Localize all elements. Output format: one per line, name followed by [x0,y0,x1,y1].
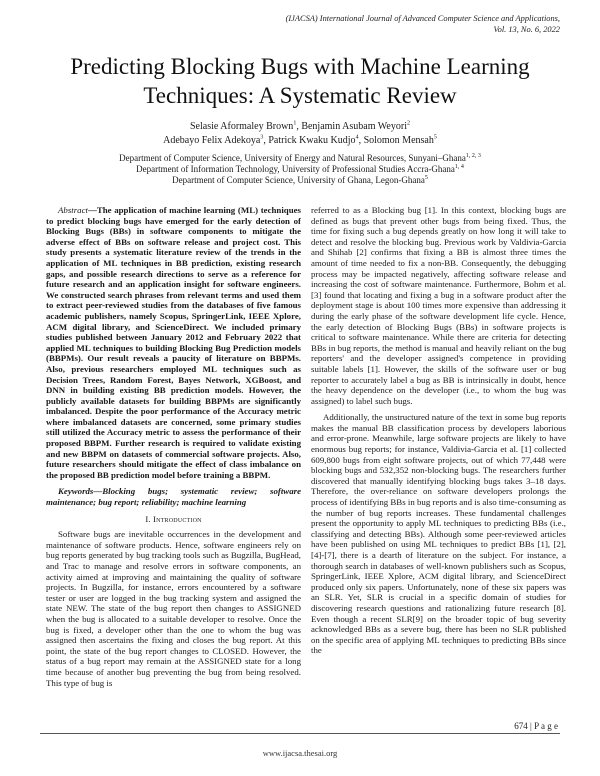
section-number: I. [145,513,151,524]
journal-header [200,14,560,35]
intro-paragraph: Software bugs are inevitable occurrences in the development and maintenance of software products. Hence, software engineers rely on bug reports generated by bug tracking tools such as Bugzilla, BugHead, and Trac to manage and resolve errors in software components, an activity aimed at improving and maintaining the quality of software projects. In Bugzilla, for instance, errors encountered by a software tester or user are logged in the bug tracking system and assigned the state NEW. The state of the bug report then changes to ASSIGNED when the bug is allocated to a suitable developer to resolve. Once the bug is fixed, a developer other than the one to whom the bug was assigned then ascertains the fixing and closes the bug report. At this point, the state of the bug report changes to CLOSED. However, the status of a bug report may remain at the ASSIGNED state for a long time because of another bug preventing the bug from being resolved. This type of bug is [46,529,301,688]
authors [40,120,560,147]
abstract-text: —The application of machine learning (ML) techniques to predict blocking bugs have emerged for the early detection of Blocking Bugs (BBs) in software components to mitigate the adverse effect of BBs on software release and project cost. This study presents a systematic literature review of the trends in the application of ML techniques in BB prediction, existing research gaps, and possible research directions to serve as a reference for future research and an application insight for software engineers. We constructed search phrases from relevant terms and used them to extract peer-reviewed studies from the databases of five famous academic publishers, namely Scopus, SpringerLink, IEEE Xplore, ACM digital library, and ScienceDirect. We included primary studies published between January 2012 and February 2022 that applied ML techniques to building Blocking Bug Prediction models (BBPMs). Our result reveals a paucity of literature on BBPMs. Also, previous researchers employed ML techniques such as Decision Trees, Random Forest, Bayes Network, XGBoost, and DNN in building existing BB prediction models. However, the publicly available datasets for building BBPMs are significantly imbalanced. Despite the poor performance of the Accuracy metric where imbalanced datasets are concerned, some primary studies still utilized the Accuracy metric to assess the performance of their proposed BBPM. Further research is required to validate existing and new BBPM on datasets of commercial software projects. Also, future researchers should mitigate the effect of class imbalance on the proposed BB prediction model before training a BBPM. [46,205,301,480]
author-name: Adebayo Felix Adekoya [163,134,261,146]
author-sup: 5 [433,134,437,141]
section-title: Introduction [153,513,202,524]
journal-name: (IJACSA) International Journal of Advanced Computer Science and Applications, [285,14,560,23]
author-name: Selasie Aformaley Brown [190,121,294,132]
keywords-text: —Blocking bugs; systematic review; software maintenance; bug report; reliability; machine learning [46,486,301,508]
affiliation [40,164,560,175]
author-line-1: Selasie Aformaley Brown$^1$, Benjamin Asubam Weyori$^2$ [190,120,410,132]
author-sup: 1 [293,120,297,127]
body-paragraph: Additionally, the unstructured nature of the text in some bug reports makes the manual BB classification process by developers laborious and error-prone. Meanwhile, large software projects are likely to have enormous bug reports; for instance, Valdivia-Garcia et al. [1] collected 609,800 bugs from eight software projects, out of which 77,448 were blocking bugs and 532,352 non-blocking bugs. The researchers further discovered that manually identifying blocking bugs takes 3–18 days. Therefore, the over-reliance on software developers prolongs the process of identifying BBs in bug reports and is also time-consuming as the number of bug reports increases. These fundamental challenges present the opportunity to apply ML techniques to predicting BBs (i.e., classifying and detecting BBs). Although some peer-reviewed articles have been published on using ML techniques to predict BBs [1], [2], [4]-[7], there is a dearth of literature on the subject. For instance, a thorough search in databases of well-known publishers such as Scopus, SpringerLink, IEEE Xplore, ACM digital library, and ScienceDirect produced only six papers. Unfortunately, none of these six papers was an SLR. Yet, SLR is crucial in a specific domain of studies for discovering research questions and rationalizing future research [8]. Even though a recent SLR[9] on the broader topic of bug severity acknowledged BBs as a severe bug, there has been no SLR published on the specific area of applying ML techniques to predicting BBs since the [311,412,566,656]
affiliations [40,153,560,187]
author-name: Patrick Kwaku Kudjo [268,134,356,146]
body-paragraph: referred to as a Blocking bug [1]. In this context, blocking bugs are defined as bugs that prevent other bugs from being fixed. Thus, the time for fixing such a bug depends greatly on how long it will take to detect and resolve the blocking bug. Previous work by Valdivia-Garcia and Shihab [2] confirms that fixing a BB is almost three times the amount of time needed to fix a non-BB. Consequently, the debugging process may be impacted negatively, affecting software release and increasing the cost of software maintenance. Furthermore, Bohm et al. [3] found that locating and fixing a bug in a software product after the deployment stage is about 100 times more expensive than addressing it during the early phase of the software development life cycle. Hence, the early detection of Blocking Bugs (BBs) in software projects is critical to software maintenance. While there are criteria for detecting BBs in bug reports, the method is manual and heavily reliant on the bug reporters' and the developer assigned's competence in providing suitable labels [1]. However, the skills of the software user or bug reporter to accurately label a bug as BB is intrinsically in doubt, hence the heavy dependence on the developer (i.e., to whom the bug was assigned) to label such bugs. [311,205,566,406]
section-heading [46,514,301,525]
author-name: Benjamin Asubam Weyori [301,121,407,132]
affiliation-sup: 1, 2, 3 [465,153,481,159]
affiliation-text: Department of Computer Science, University of Ghana, Legon-Ghana [172,175,425,186]
author-sup: 4 [355,134,359,141]
affiliation-text: Department of Computer Science, University of Energy and Natural Resources, Sunyani–Ghana [119,153,466,163]
footer-divider [40,733,560,734]
paper-title: Predicting Blocking Bugs with Machine Learning Techniques: A Systematic Review [70,54,530,108]
left-column [46,205,301,715]
affiliation [40,175,560,186]
author-sup: 3 [260,134,264,141]
right-column [311,205,566,715]
affiliation [40,153,560,164]
affiliation-text: Department of Information Technology, University of Professional Studies Accra-Ghana [136,164,455,175]
author-name: Solomon Mensah [363,134,434,146]
page-number: 674 | P a g e [514,721,558,731]
abstract [46,205,301,480]
abstract-lead: Abstract [58,205,88,215]
keywords [46,486,301,507]
affiliation-sup: 5 [424,175,428,182]
author-line-2: Adebayo Felix Adekoya$^3$, Patrick Kwaku Kudjo$^4$, Solomon Mensah$^5$ [163,134,437,146]
author-sup: 2 [406,120,410,127]
keywords-lead: Keywords [58,486,94,497]
footer-url: www.ijacsa.thesai.org [262,748,338,758]
affiliation-sup: 1, 4 [454,164,464,171]
journal-volume: Vol. 13, No. 6, 2022 [493,24,560,34]
